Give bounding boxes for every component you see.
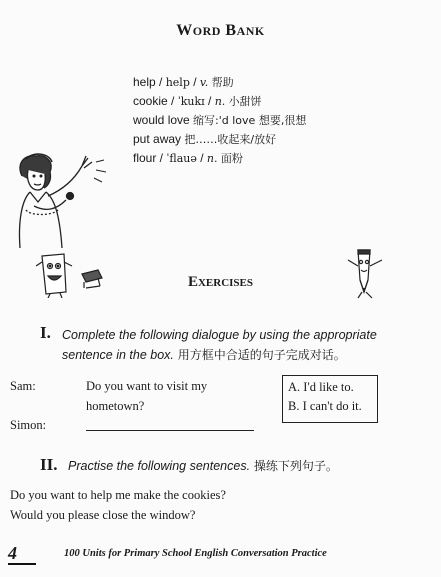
entry-word: cookie	[133, 94, 168, 108]
title-rest: XERCISES	[197, 277, 254, 289]
option-a: A. I'd like to.	[288, 380, 354, 394]
exercises-title	[0, 274, 441, 291]
title-rest: ANK	[236, 24, 265, 38]
entry-pos: n.	[214, 95, 226, 108]
entry-meaning: 帮助	[211, 76, 234, 89]
title-initial: E	[187, 274, 198, 290]
instruction-cn: 操练下列句子。	[250, 459, 338, 473]
title-initial: W	[176, 22, 193, 39]
entry-ipa: ˈflauə	[166, 152, 197, 165]
entry-word: flour	[133, 151, 157, 165]
speaker-simon: Simon:	[10, 418, 47, 432]
section-2-instruction	[68, 455, 338, 477]
sam-line-2: hometown?	[86, 399, 145, 413]
entry-sep: /	[196, 151, 207, 165]
word-entry-cookie	[133, 92, 262, 111]
instruction-text: sentence in the box.	[62, 348, 174, 362]
entry-meaning: 小甜饼	[228, 95, 262, 108]
book-title: 100 Units for Primary School English Conversation Practice	[64, 548, 327, 559]
section-2-numeral: II.	[40, 455, 58, 474]
section-1-instruction-line2	[62, 344, 346, 366]
instruction-cn: 用方框中合适的句子完成对话。	[173, 348, 346, 362]
entry-sep: /	[204, 94, 215, 108]
entry-pos: v.	[199, 76, 209, 89]
entry-word: put away	[133, 132, 182, 146]
woman-presenter-illustration	[8, 150, 123, 250]
page-number: 4	[8, 543, 36, 565]
speaker-sam: Sam:	[10, 379, 36, 393]
answer-blank[interactable]	[86, 418, 254, 431]
title-rest: ORD	[192, 24, 221, 38]
entry-meaning: 面粉	[220, 152, 243, 165]
instruction-text: Practise the following sentences.	[68, 459, 251, 473]
option-b: B. I can't do it.	[288, 399, 362, 413]
practice-sentence: Do you want to help me make the cookies?	[10, 488, 226, 502]
word-bank-title	[0, 22, 441, 40]
entry-meaning: 把……收起来/放好	[184, 133, 277, 146]
section-1-instruction-line1: Complete the following dialogue by using the appropriate	[62, 328, 377, 342]
section-1-numeral: I.	[40, 323, 51, 342]
word-entry-would-love	[133, 111, 306, 130]
word-entry-flour	[133, 149, 243, 168]
word-entry-help	[133, 73, 234, 92]
entry-pos: n.	[206, 152, 218, 165]
entry-ipa: ˈkukɪ	[177, 95, 205, 108]
word-entry-put-away	[133, 130, 276, 149]
entry-abbrev: 缩写:'d love	[193, 114, 259, 127]
entry-sep: /	[156, 151, 167, 165]
entry-sep: /	[189, 75, 200, 89]
practice-sentence: Would you please close the window?	[10, 508, 196, 522]
entry-word: would love	[133, 113, 190, 127]
entry-sep: /	[155, 75, 166, 89]
entry-ipa: help	[165, 76, 190, 89]
entry-word: help	[133, 75, 156, 89]
entry-sep: /	[167, 94, 178, 108]
sam-line-1: Do you want to visit my	[86, 379, 208, 393]
title-initial: B	[225, 22, 237, 39]
answer-options-box	[282, 375, 378, 423]
entry-meaning: 想要,很想	[258, 114, 307, 127]
